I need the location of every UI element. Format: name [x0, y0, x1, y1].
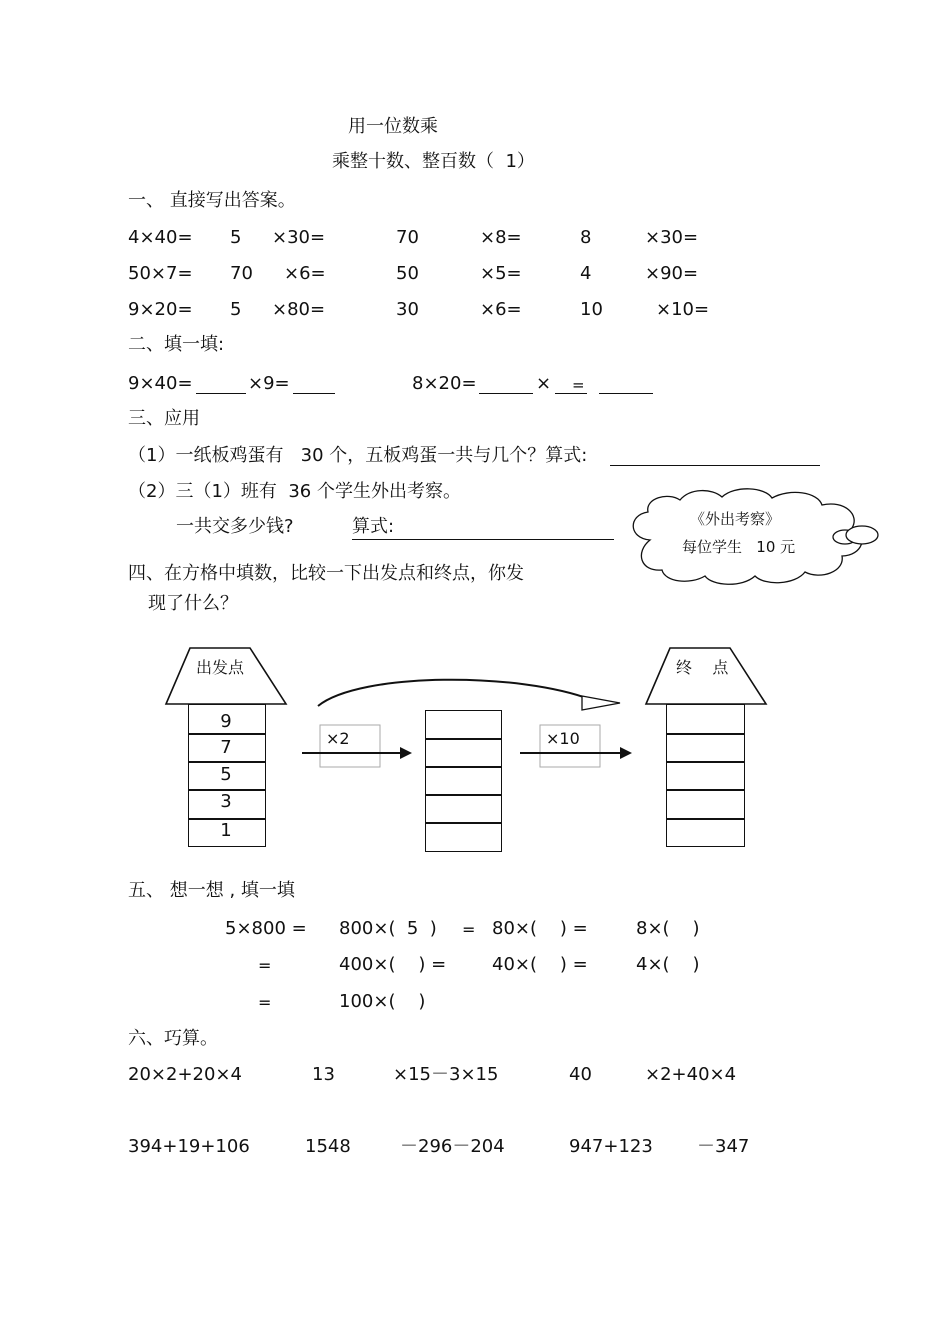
mid-cell-5[interactable]	[425, 822, 502, 852]
s6-r2-c5: －347	[697, 1136, 750, 1157]
s1-r1-c1: 4×40=	[128, 227, 193, 248]
s2-left-b: ×9=	[248, 373, 290, 394]
s1-r3-c2: 5	[230, 299, 242, 320]
s6-r2-c3: －296－204	[400, 1136, 505, 1157]
curved-arrow	[318, 680, 592, 706]
end-cell-5[interactable]	[666, 818, 745, 847]
s1-r2-c1: 50×7=	[128, 263, 193, 284]
s1-r1-c5: ×8=	[480, 227, 522, 248]
s1-r2-c3: ×6=	[284, 263, 326, 284]
s5-r3-c2: 100×( )	[339, 991, 426, 1012]
s5-r3-c1: =	[258, 993, 272, 1012]
start-value-4: 3	[220, 791, 232, 812]
s5-r2-c2: 400×( ) =	[339, 954, 447, 975]
s5-r1-c5: 8×( )	[636, 918, 700, 939]
end-cell-4[interactable]	[666, 789, 745, 820]
s1-r1-c7: ×30=	[645, 227, 699, 248]
cloud-text: 每位学生 10 元	[682, 538, 796, 556]
s1-r3-c4: 30	[396, 299, 419, 320]
s1-r1-c6: 8	[580, 227, 592, 248]
start-value-3: 5	[220, 764, 232, 785]
end-label: 终 点	[676, 658, 729, 677]
s1-r3-c6: 10	[580, 299, 603, 320]
s6-r1-c4: 40	[569, 1064, 592, 1085]
mid-cell-2[interactable]	[425, 738, 502, 768]
section4-heading-1: 四、在方格中填数，比较一下出发点和终点，你发	[128, 563, 524, 584]
s1-r2-c7: ×90=	[645, 263, 699, 284]
end-cell-1[interactable]	[666, 704, 745, 735]
s1-r1-c4: 70	[396, 227, 419, 248]
cloud-title: 《外出考察》	[690, 510, 781, 528]
mid-cell-1[interactable]	[425, 710, 502, 740]
page-subtitle: 乘整十数、整百数（ 1）	[332, 151, 535, 172]
s3-q2: （2）三（1）班有 36 个学生外出考察。	[128, 481, 461, 502]
s1-r3-c3: ×80=	[272, 299, 326, 320]
s1-r2-c5: ×5=	[480, 263, 522, 284]
s5-r2-c4: 4×( )	[636, 954, 700, 975]
s6-r2-c1: 394+19+106	[128, 1136, 250, 1157]
s6-r1-c1: 20×2+20×4	[128, 1064, 242, 1085]
s1-r2-c6: 4	[580, 263, 592, 284]
s6-r2-c4: 947+123	[569, 1136, 653, 1157]
section1-heading: 一、 直接写出答案。	[128, 190, 296, 211]
s1-r3-c1: 9×20=	[128, 299, 193, 320]
s2-right-c: =	[572, 376, 585, 394]
section4-heading-2: 现了什么？	[148, 593, 238, 614]
op2-label: ×10	[546, 729, 580, 748]
s5-r1-c3: =	[462, 920, 476, 939]
start-value-2: 7	[220, 737, 232, 758]
s6-r1-c2: 13	[312, 1064, 335, 1085]
s6-r2-c2: 1548	[305, 1136, 351, 1157]
mid-cell-3[interactable]	[425, 766, 502, 796]
s5-r2-c3: 40×( ) =	[492, 954, 588, 975]
start-value-1: 9	[220, 711, 232, 732]
s1-r1-c3: ×30=	[272, 227, 326, 248]
s1-r3-c7: ×10=	[656, 299, 710, 320]
end-cell-2[interactable]	[666, 733, 745, 763]
s3-q1: （1）一纸板鸡蛋有 30 个，五板鸡蛋一共与几个？算式:	[128, 445, 588, 466]
mid-cell-4[interactable]	[425, 794, 502, 824]
section3-heading: 三、应用	[128, 408, 200, 429]
op1-label: ×2	[326, 729, 350, 748]
s1-r1-c2: 5	[230, 227, 242, 248]
s6-r1-c3: ×15－3×15	[393, 1064, 499, 1085]
page-title: 用一位数乘	[348, 116, 438, 137]
start-value-5: 1	[220, 820, 232, 841]
arrow-2-head	[620, 747, 632, 759]
s2-right-a: 8×20=	[412, 373, 477, 394]
s3-q2-formula: 算式:	[352, 516, 395, 537]
s2-right-b: ×	[536, 373, 552, 394]
s5-r1-c2: 800×( 5 )	[339, 918, 437, 939]
section5-heading: 五、 想一想 , 填一填	[128, 880, 295, 901]
s1-r2-c2: 70	[230, 263, 253, 284]
arrow-1-head	[400, 747, 412, 759]
s6-r1-c5: ×2+40×4	[645, 1064, 737, 1085]
section6-heading: 六、巧算。	[128, 1028, 218, 1049]
s1-r3-c5: ×6=	[480, 299, 522, 320]
section2-heading: 二、填一填:	[128, 334, 225, 355]
s3-q2b: 一共交多少钱?	[176, 516, 294, 537]
s2-left-a: 9×40=	[128, 373, 193, 394]
s1-r2-c4: 50	[396, 263, 419, 284]
end-cell-3[interactable]	[666, 761, 745, 791]
curved-arrow-head	[582, 696, 620, 710]
s5-r1-c1: 5×800 =	[225, 918, 307, 939]
s5-r2-c1: =	[258, 956, 272, 975]
s5-r1-c4: 80×( ) =	[492, 918, 588, 939]
start-label: 出发点	[196, 658, 245, 677]
